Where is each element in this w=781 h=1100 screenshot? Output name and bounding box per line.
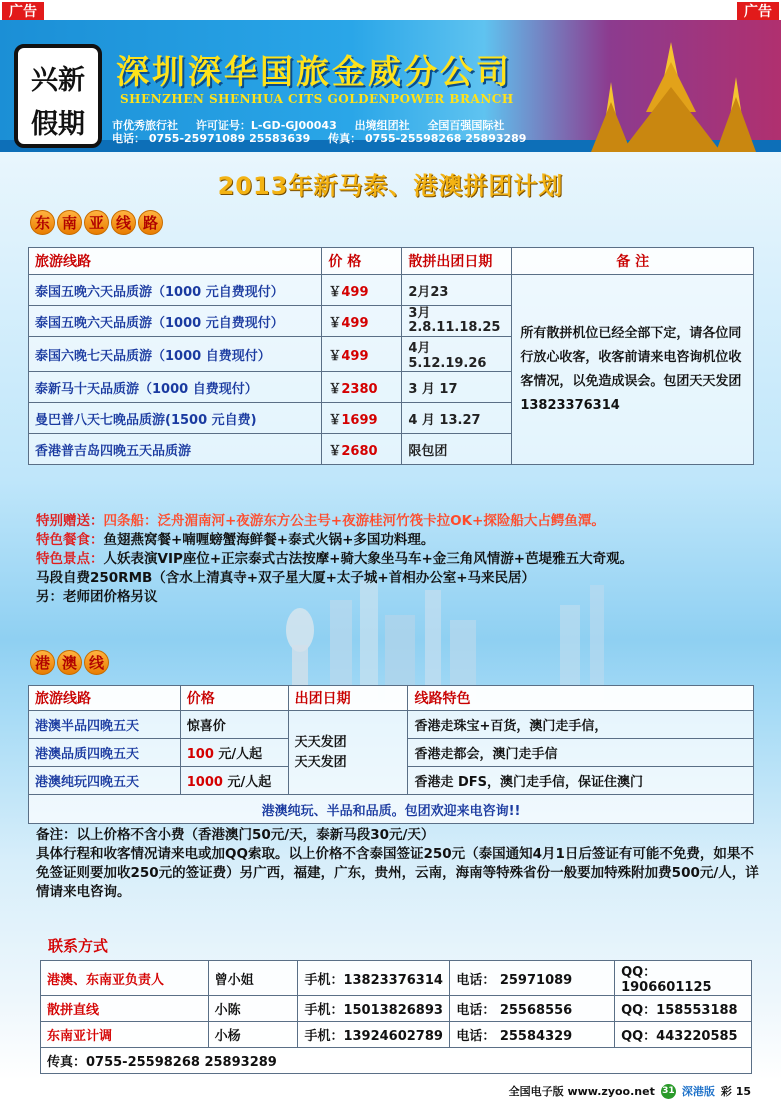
price-value: 100 [186, 747, 214, 762]
contact-row [41, 961, 752, 996]
special-text: 四条船：泛舟湄南河+夜游东方公主号+夜游桂河竹筏卡拉OK+探险船大占鳄鱼潭。 [103, 513, 605, 529]
footer-brand: 深港版 [681, 1085, 715, 1098]
date-line: 天天发团 [294, 734, 347, 750]
contact-name: 小陈 [208, 996, 298, 1022]
table-row [29, 275, 754, 306]
footer-badge-icon: 31 [661, 1084, 676, 1099]
special-label: 特色餐食： [36, 532, 104, 548]
info-item: 出境组团社 [354, 119, 410, 132]
section-label-southeast-asia [30, 210, 163, 235]
price-cell [322, 372, 402, 403]
southeast-asia-table [28, 247, 754, 465]
section-label-hk-macau [30, 650, 109, 675]
label-char: 线 [111, 210, 136, 235]
special-label: 特色景点： [36, 551, 104, 567]
table-header-row [29, 248, 754, 275]
hk-footer-note: 港澳纯玩、半品和品质。包团欢迎来电咨询!! [29, 795, 754, 824]
special-label: 特别赠送： [36, 513, 104, 529]
route-cell: 香港普吉岛四晚五天品质游 [29, 434, 322, 465]
date-cell: 3 月 17 [402, 372, 512, 403]
label-char: 路 [138, 210, 163, 235]
contact-row [41, 996, 752, 1022]
table-row [29, 711, 754, 739]
price-cell [322, 275, 402, 306]
contact-fax-row [41, 1048, 752, 1074]
ad-tag-right: 广告 [737, 2, 779, 22]
special-line-sights [36, 550, 756, 569]
hk-macau-table [28, 685, 754, 824]
table-header-row [29, 686, 754, 711]
logo-line-1: 兴新 [31, 65, 85, 96]
info-item: 许可证号：L-GD-GJ00043 [195, 119, 337, 132]
route-cell: 港澳品质四晚五天 [29, 739, 181, 767]
label-char: 南 [57, 210, 82, 235]
contact-phone: 电话： 25971089 [450, 961, 615, 996]
col-price: 价 格 [322, 248, 402, 275]
company-name-en: SHENZHEN SHENHUA CITS GOLDENPOWER BRANCH [120, 92, 514, 106]
date-line: 天天发团 [294, 754, 347, 770]
contact-role: 散拼直线 [41, 996, 209, 1022]
brand-logo [14, 44, 102, 148]
col-route: 旅游线路 [29, 248, 322, 275]
pagoda-icon [571, 42, 771, 152]
contact-qq: QQ：158553188 [615, 996, 752, 1022]
price-cell: 惊喜价 [180, 711, 288, 739]
price-value: 499 [341, 348, 369, 364]
col-date: 散拼出团日期 [402, 248, 512, 275]
price-cell [180, 767, 288, 795]
phone-info: 电话： 0755-25971089 25583639 [112, 132, 311, 145]
special-text: 鱼翅燕窝餐+喃喱螃蟹海鲜餐+泰式火锅+多国功料理。 [103, 532, 435, 548]
label-char: 港 [30, 650, 55, 675]
route-cell: 泰国五晚六天品质游（1000 元自费现付） [29, 275, 322, 306]
table-footer-row [29, 795, 754, 824]
date-cell: 3月2.8.11.18.25 [402, 306, 512, 337]
route-cell: 港澳纯玩四晚五天 [29, 767, 181, 795]
company-name-cn: 深圳深华国旅金威分公司 [116, 52, 512, 91]
col-feature: 线路特色 [408, 686, 754, 711]
feature-cell: 香港走 DFS，澳门走手信，保证住澳门 [408, 767, 754, 795]
price-value: 499 [341, 315, 369, 331]
price-cell [180, 739, 288, 767]
col-price: 价格 [180, 686, 288, 711]
special-text: 人妖表演VIP座位+正宗泰式古法按摩+骑大象坐马车+金三角风情游+芭堤雅五大奇观。 [103, 551, 634, 567]
col-route: 旅游线路 [29, 686, 181, 711]
feature-cell: 香港走都会，澳门走手信 [408, 739, 754, 767]
footer-page-number: 彩 15 [720, 1085, 751, 1098]
currency-symbol: ￥ [328, 381, 342, 397]
note-line: 具体行程和收客情况请来电或加QQ索取。以上价格不含泰国签证250元（泰国通知4月1日后签证有可能不免费，如果不免签证则要加收250元的签证费）另广西，福建，广东，贵州，云南，海南等特殊省份一般要加特殊附加费500元/人，详情请来电咨询。 [36, 846, 759, 900]
date-cell: 2月23 [402, 275, 512, 306]
currency-symbol: ￥ [328, 348, 342, 364]
header-banner [0, 20, 781, 152]
contacts-table [40, 960, 752, 1074]
contact-name: 小杨 [208, 1022, 298, 1048]
info-item: 全国百强国际社 [427, 119, 505, 132]
label-char: 线 [84, 650, 109, 675]
footer-site: 全国电子版 www.zyoo.net [508, 1085, 655, 1098]
contact-qq: QQ：443220585 [615, 1022, 752, 1048]
date-cell: 4 月 13.27 [402, 403, 512, 434]
label-char: 东 [30, 210, 55, 235]
special-line-malaysia: 马段自费250RMB（含水上清真寺+双子星大厦+太子城+首相办公室+马来民居） [36, 570, 536, 586]
remark-cell: 所有散拼机位已经全部下定，请各位同行放心收客，收客前请来电咨询机位收客情况，以免造成误会。包团天天发团 13823376314 [512, 275, 754, 465]
contact-row [41, 1022, 752, 1048]
fax-info: 传真： 0755-25598268 25893289 [328, 132, 527, 145]
contact-mobile: 手机：13924602789 [298, 1022, 450, 1048]
price-value: 2380 [341, 381, 378, 397]
label-char: 亚 [84, 210, 109, 235]
date-cell: 限包团 [402, 434, 512, 465]
note-line: 备注：以上价格不含小费（香港澳门50元/天，泰新马段30元/天） [36, 827, 435, 843]
feature-cell: 香港走珠宝+百货，澳门走手信， [408, 711, 754, 739]
price-cell [322, 337, 402, 372]
info-item: 市优秀旅行社 [112, 119, 178, 132]
contact-role: 东南亚计调 [41, 1022, 209, 1048]
price-value: 1000 [186, 775, 223, 790]
route-cell: 泰国六晚七天品质游（1000 自费现付） [29, 337, 322, 372]
price-cell [322, 434, 402, 465]
contact-phone: 电话： 25568556 [450, 996, 615, 1022]
col-date: 出团日期 [288, 686, 408, 711]
special-offers [36, 512, 756, 607]
route-cell: 曼巴普八天七晚品质游(1500 元自费) [29, 403, 322, 434]
contact-fax: 传真：0755-25598268 25893289 [41, 1048, 752, 1074]
price-value: 499 [341, 284, 369, 300]
price-unit: 元/人起 [222, 775, 272, 790]
price-notes [36, 826, 766, 902]
special-line-meal [36, 531, 756, 550]
contact-mobile: 手机：15013826893 [298, 996, 450, 1022]
contact-qq: QQ：1906601125 [615, 961, 752, 996]
price-value: 2680 [341, 443, 378, 459]
price-value: 1699 [341, 412, 378, 428]
contact-title: 联系方式 [48, 937, 109, 955]
date-cell [288, 711, 408, 795]
currency-symbol: ￥ [328, 315, 342, 331]
col-remark: 备 注 [512, 248, 754, 275]
contact-info [112, 130, 540, 146]
date-cell: 4月5.12.19.26 [402, 337, 512, 372]
route-cell: 泰国五晚六天品质游（1000 元自费现付） [29, 306, 322, 337]
contact-role: 港澳、东南亚负责人 [41, 961, 209, 996]
currency-symbol: ￥ [328, 443, 342, 459]
price-cell [322, 403, 402, 434]
page-footer [509, 1083, 751, 1099]
label-char: 澳 [57, 650, 82, 675]
special-line-teacher: 另：老师团价格另议 [36, 589, 158, 605]
currency-symbol: ￥ [328, 284, 342, 300]
ad-tag-left: 广告 [2, 2, 44, 22]
price-unit: 元/人起 [213, 747, 263, 762]
route-cell: 港澳半品四晚五天 [29, 711, 181, 739]
contact-name: 曾小姐 [208, 961, 298, 996]
logo-line-2: 假期 [31, 109, 85, 140]
page-title: 2013年新马泰、港澳拼团计划 [217, 172, 564, 200]
contact-phone: 电话： 25584329 [450, 1022, 615, 1048]
currency-symbol: ￥ [328, 412, 342, 428]
price-cell [322, 306, 402, 337]
contact-mobile: 手机：13823376314 [298, 961, 450, 996]
route-cell: 泰新马十天品质游（1000 自费现付） [29, 372, 322, 403]
special-line-gift [36, 512, 756, 531]
